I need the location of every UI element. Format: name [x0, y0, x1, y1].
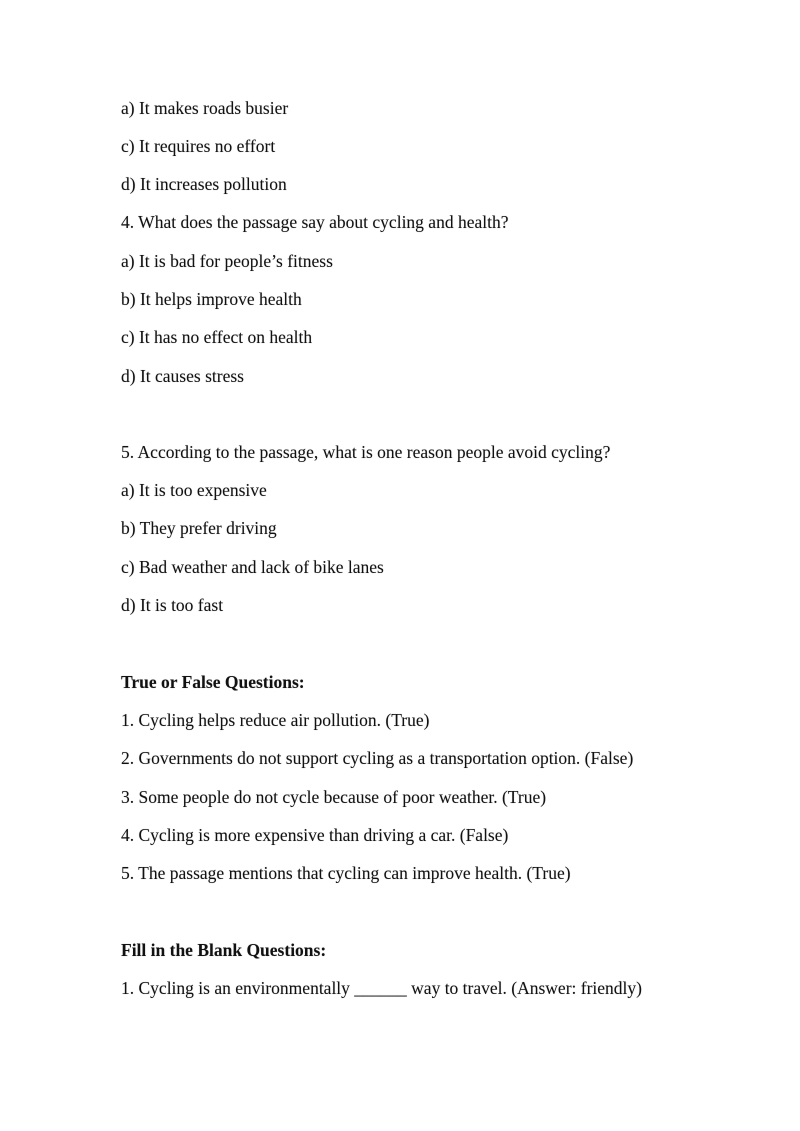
q3-option-d: d) It increases pollution — [121, 174, 287, 194]
q4-question: 4. What does the passage say about cycling and health? — [121, 212, 509, 232]
fill-blank-item-1: 1. Cycling is an environmentally ______ way to travel. (Answer: friendly) — [121, 978, 642, 998]
q5-option-d: d) It is too fast — [121, 595, 224, 615]
q5-option-b: b) They prefer driving — [121, 518, 277, 538]
q3-option-c: c) It requires no effort — [121, 136, 276, 156]
fill-blank-heading: Fill in the Blank Questions: — [121, 940, 327, 960]
q5-question: 5. According to the passage, what is one reason people avoid cycling? — [121, 442, 611, 462]
true-false-heading: True or False Questions: — [121, 672, 305, 692]
tf-item-4: 4. Cycling is more expensive than driving a car. (False) — [121, 825, 509, 845]
tf-item-5: 5. The passage mentions that cycling can improve health. (True) — [121, 863, 571, 883]
q4-option-d: d) It causes stress — [121, 366, 244, 386]
tf-item-2: 2. Governments do not support cycling as a transportation option. (False) — [121, 748, 634, 768]
q4-option-a: a) It is bad for people’s fitness — [121, 251, 333, 271]
q5-option-a: a) It is too expensive — [121, 480, 267, 500]
tf-item-3: 3. Some people do not cycle because of poor weather. (True) — [121, 787, 547, 807]
q4-option-b: b) It helps improve health — [121, 289, 302, 309]
q4-option-c: c) It has no effect on health — [121, 327, 313, 347]
tf-item-1: 1. Cycling helps reduce air pollution. (True) — [121, 710, 430, 730]
q5-option-c: c) Bad weather and lack of bike lanes — [121, 557, 384, 577]
q3-option-a: a) It makes roads busier — [121, 98, 289, 118]
